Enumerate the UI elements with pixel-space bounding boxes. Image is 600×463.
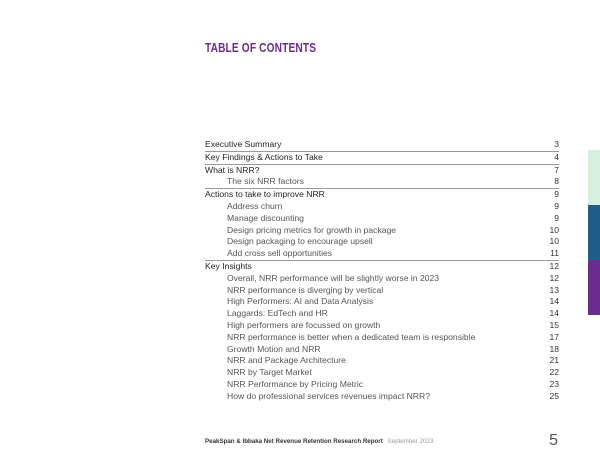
- toc-subsection-entry[interactable]: [205, 273, 559, 285]
- toc-entry-label: NRR Performance by Pricing Metric: [227, 378, 364, 389]
- toc-entry-page: 21: [549, 355, 559, 366]
- side-bar-blue: [588, 205, 600, 260]
- table-of-contents: [205, 139, 559, 403]
- toc-entry-page: 14: [549, 308, 559, 319]
- toc-subsection-entry[interactable]: [205, 344, 559, 356]
- footer-report-title: PeakSpan & Ibbaka Net Revenue Retention Research Report: [205, 438, 383, 445]
- toc-subsection-entry[interactable]: [205, 332, 559, 344]
- toc-entry-page: 10: [549, 236, 559, 247]
- toc-entry-label: Key Insights: [205, 260, 252, 271]
- toc-subsection-entry[interactable]: [205, 213, 559, 225]
- toc-subsection-entry[interactable]: [205, 391, 559, 403]
- toc-section-entry[interactable]: [205, 139, 559, 151]
- toc-entry-label: Laggards: EdTech and HR: [227, 308, 328, 319]
- toc-entry-page: 7: [554, 164, 559, 175]
- toc-entry-page: 15: [549, 319, 559, 330]
- toc-entry-page: 10: [549, 224, 559, 235]
- toc-entry-label: Executive Summary: [205, 139, 282, 149]
- toc-entry-page: 14: [549, 296, 559, 307]
- toc-entry-label: Key Findings & Actions to Take: [205, 151, 323, 162]
- toc-entry-label: The six NRR factors: [227, 176, 304, 187]
- toc-entry-label: Growth Motion and NRR: [227, 343, 321, 354]
- toc-entry-label: Address churn: [227, 200, 283, 211]
- page-number: 5: [549, 432, 558, 449]
- toc-entry-page: 12: [549, 272, 559, 283]
- page-title: TABLE OF CONTENTS: [205, 40, 317, 55]
- toc-entry-label: High performers are focussed on growth: [227, 319, 381, 330]
- toc-subsection-entry[interactable]: [205, 285, 559, 297]
- toc-entry-label: Design packaging to encourage upsell: [227, 236, 373, 247]
- toc-entry-label: NRR performance is diverging by vertical: [227, 284, 384, 295]
- toc-entry-page: 3: [554, 139, 559, 149]
- toc-section-entry[interactable]: [205, 151, 559, 164]
- toc-section-entry[interactable]: [205, 188, 559, 201]
- toc-entry-page: 12: [549, 260, 559, 271]
- toc-section-entry[interactable]: [205, 164, 559, 177]
- toc-subsection-entry[interactable]: [205, 296, 559, 308]
- toc-subsection-entry[interactable]: [205, 308, 559, 320]
- toc-entry-page: 13: [549, 284, 559, 295]
- toc-entry-label: NRR performance is better when a dedicated team is responsible: [227, 331, 476, 342]
- toc-entry-page: 9: [554, 200, 559, 211]
- toc-subsection-entry[interactable]: [205, 379, 559, 391]
- toc-entry-label: Add cross sell opportunities: [227, 248, 333, 259]
- toc-entry-label: NRR by Target Market: [227, 367, 312, 378]
- toc-subsection-entry[interactable]: [205, 355, 559, 367]
- toc-subsection-entry[interactable]: [205, 320, 559, 332]
- toc-entry-page: 9: [554, 212, 559, 223]
- toc-subsection-entry[interactable]: [205, 225, 559, 237]
- toc-entry-page: 18: [549, 343, 559, 354]
- toc-subsection-entry[interactable]: [205, 176, 559, 188]
- toc-subsection-entry[interactable]: [205, 201, 559, 213]
- footer: [205, 438, 433, 445]
- toc-subsection-entry[interactable]: [205, 236, 559, 248]
- toc-entry-label: High Performers: AI and Data Analysis: [227, 296, 374, 307]
- toc-entry-label: Actions to take to improve NRR: [205, 189, 325, 200]
- toc-entry-page: 4: [554, 151, 559, 162]
- toc-section-entry[interactable]: [205, 260, 559, 273]
- toc-entry-label: Overall, NRR performance will be slightly worse in 2023: [227, 272, 440, 283]
- toc-entry-label: Manage discounting: [227, 212, 304, 223]
- toc-entry-page: 22: [549, 367, 559, 378]
- toc-entry-page: 8: [554, 176, 559, 187]
- toc-entry-label: NRR and Package Architecture: [227, 355, 346, 366]
- side-bar-light-green: [588, 150, 600, 205]
- toc-subsection-entry[interactable]: [205, 367, 559, 379]
- footer-date: September 2023: [387, 438, 434, 445]
- side-color-bars: [588, 150, 600, 315]
- toc-entry-page: 11: [550, 248, 559, 259]
- side-bar-purple: [588, 260, 600, 315]
- toc-entry-page: 9: [554, 189, 559, 200]
- toc-entry-page: 17: [549, 331, 559, 342]
- toc-entry-label: Design pricing metrics for growth in package: [227, 224, 397, 235]
- toc-entry-page: 25: [549, 390, 559, 401]
- toc-entry-label: What is NRR?: [205, 164, 260, 175]
- toc-subsection-entry[interactable]: [205, 248, 559, 260]
- toc-entry-page: 23: [549, 378, 559, 389]
- toc-entry-label: How do professional services revenues impact NRR?: [227, 390, 430, 401]
